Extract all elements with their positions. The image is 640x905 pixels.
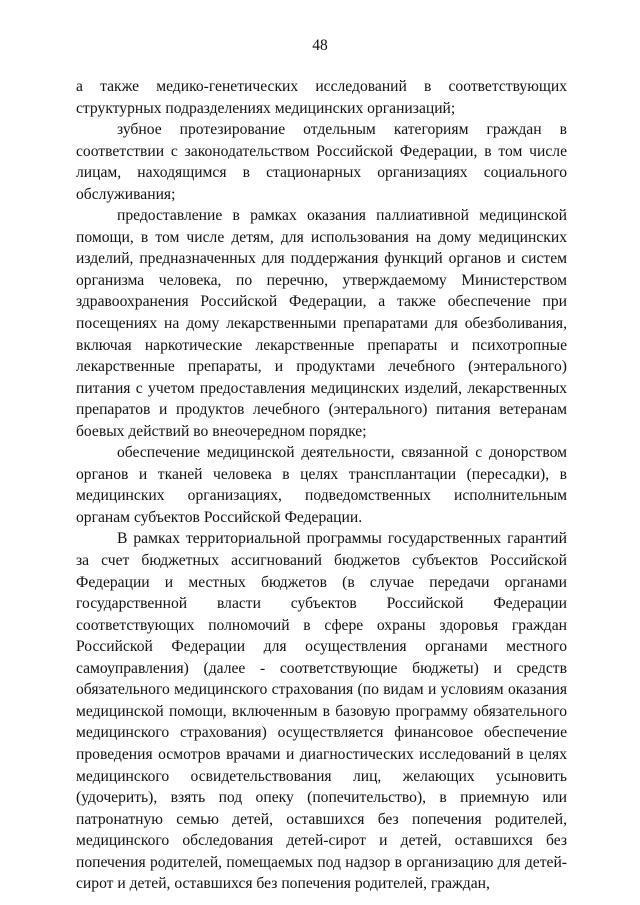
paragraph-palliative-care: предоставление в рамках оказания паллиативной медицинской помощи, в том числе детям, для использования на дому медицинских изделий, предназначенных для поддержания функций органов и систем организма человека, по перечню, утверждаемому Министерством здравоохранения Российской Федерации, а также обеспечение при посещениях на дому лекарственными препаратами для обезболивания, включая наркотические лекарственные препараты и психотропные лекарственные препараты, и продуктами лечебного (энтерального) питания с учетом предоставления медицинских изделий, лекарственных препаратов и продуктов лечебного (энтерального) питания ветеранам боевых действий во внеочередном порядке; (76, 207, 567, 440)
paragraph-organ-donation: обеспечение медицинской деятельности, связанной с донорством органов и тканей человека в целях трансплантации (пересадки), в медицинских организациях, подведомственных исполнительным органам субъектов Российской Федерации. (76, 444, 567, 526)
page-number: 48 (312, 37, 328, 54)
document-body (76, 76, 567, 895)
paragraph-dental-prosthetics: зубное протезирование отдельным категориям граждан в соответствии с законодательством Российской Федерации, в том числе лицам, находящимся в стационарных организациях социального обслуживания; (76, 121, 567, 203)
paragraph-genetic-research: а также медико-генетических исследований в соответствующих структурных подразделениях медицинских организаций; (76, 78, 567, 117)
paragraph-territorial-program: В рамках территориальной программы государственных гарантий за счет бюджетных ассигнований бюджетов субъектов Российской Федерации и местных бюджетов (в случае передачи органами государственной власти субъектов Российской Федерации соответствующих полномочий в сфере охраны здоровья граждан Российской Федерации для осуществления органами местного самоуправления) (далее - соответствующие бюджеты) и средств обязательного медицинского страхования (по видам и условиям оказания медицинской помощи, включенным в базовую программу обязательного медицинского страхования) осуществляется финансовое обеспечение проведения осмотров врачами и диагностических исследований в целях медицинского освидетельствования лиц, желающих усыновить (удочерить), взять под опеку (попечительство), в приемную или патронатную семью детей, оставшихся без попечения родителей, медицинского обследования детей-сирот и детей, оставшихся без попечения родителей, помещаемых под надзор в организацию для детей-сирот и детей, оставшихся без попечения родителей, граждан, (76, 530, 567, 893)
